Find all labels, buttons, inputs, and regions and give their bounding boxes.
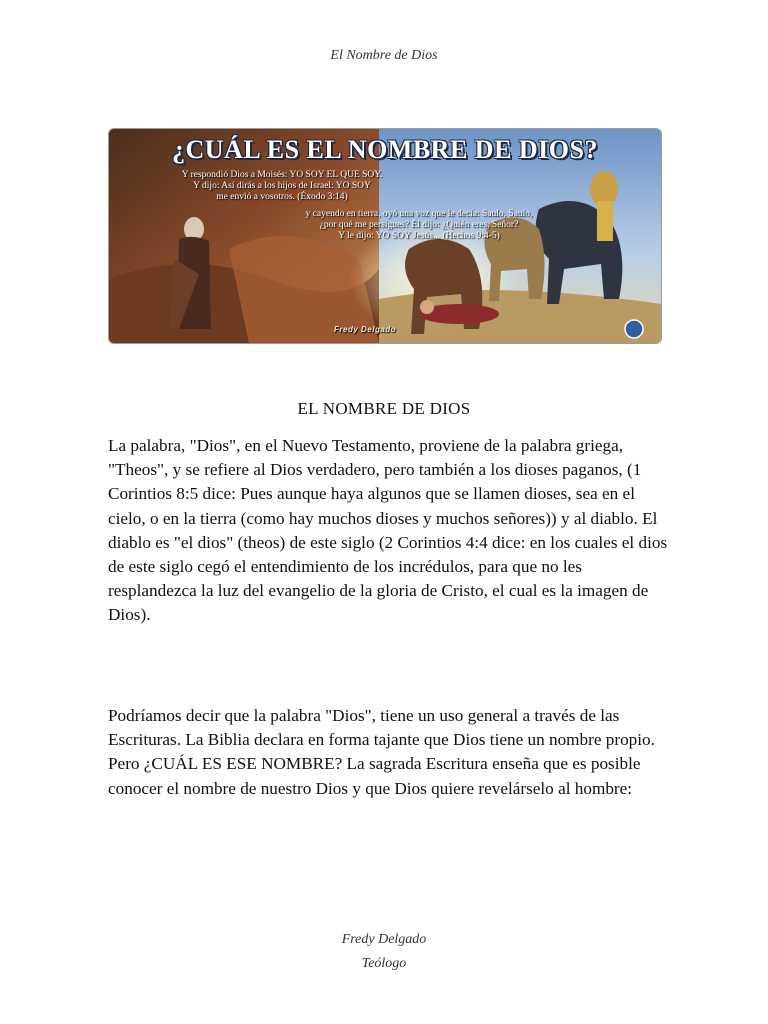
paragraph-1: La palabra, "Dios", en el Nuevo Testamento, proviene de la palabra griega, "Theos", y se refiere al Dios verdadero, pero también a los dioses paganos, (1 Corintios 8:5 dice: Pues aunque haya algunos que se llamen dioses, sea en el cielo, o en la tierra (como hay muchos dioses y muchos señores)) y al diablo. El diablo es "el dios" (theos) de este siglo (2 Corintios 4:4 dice: en los cuales el dios de este siglo cegó el entendimiento de los incrédulos, para que no les resplandezca la luz del evangelio de la gloria de Cristo, el cual es la imagen de Dios). (108, 436, 668, 625)
running-header: El Nombre de Dios (330, 48, 438, 63)
paragraph-2: Podríamos decir que la palabra "Dios", tiene un uso general a través de las Escrituras. La Biblia declara en forma tajante que Dios tiene un nombre propio. Pero ¿CUÁL ES ESE NOMBRE? La sagrada Escritura enseña que es posible conocer el nombre de nuestro Dios y que Dios quiere revelárselo al hombre: (108, 706, 655, 798)
banner-credit: Fredy Delgado (334, 325, 397, 334)
banner-image (108, 128, 662, 344)
badge-icon (625, 320, 643, 338)
verse-exodus: Y respondió Dios a Moisés: YO SOY EL QUE SOY. Y dijo: Así dirás a los hijos de Israel: YO SOY me envió a vosotros. (Éxodo 3:14) (181, 170, 383, 202)
author-name: Fredy Delgado (341, 932, 427, 947)
document-title: EL NOMBRE DE DIOS (297, 399, 471, 418)
verse-hechos: y cayendo en tierra, oyó una voz que le decía: Saulo, Saulo, ¿por qué me persigues? Él dijo: ¿Quién eres, Señor? Y le dijo: YO SOY Jesús... (Hechos 9:4-5) (305, 209, 533, 241)
author-signature (0, 928, 768, 976)
banner-title: ¿CUÁL ES EL NOMBRE DE DIOS? (172, 135, 598, 164)
author-role: Teólogo (361, 956, 407, 971)
